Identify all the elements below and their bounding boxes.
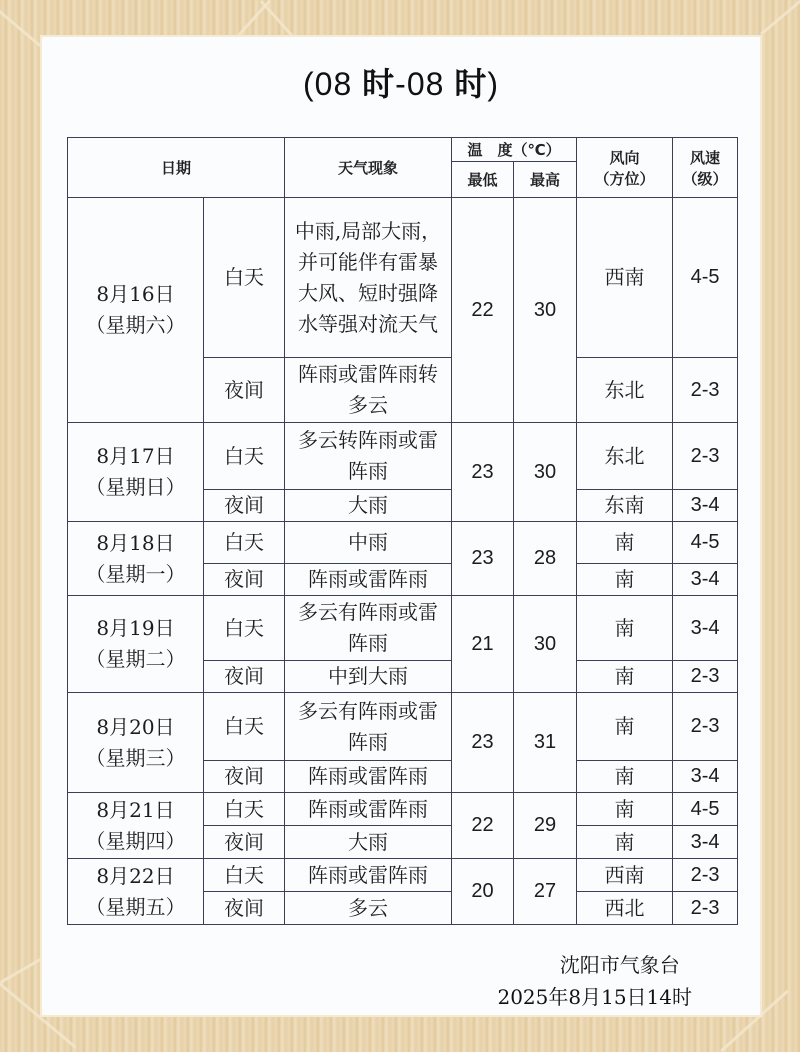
date-cell bbox=[68, 693, 204, 793]
wind-speed-cell: 3-4 bbox=[673, 761, 738, 793]
weather-cell: 中雨 bbox=[285, 522, 452, 564]
header-wind-speed bbox=[673, 138, 738, 198]
date-label: 8月21日 bbox=[96, 797, 175, 822]
min-temp-cell: 22 bbox=[452, 793, 514, 859]
weather-cell: 阵雨或雷阵雨 bbox=[285, 564, 452, 596]
period-cell: 白天 bbox=[204, 596, 285, 661]
date-cell bbox=[68, 859, 204, 925]
weekday-label: （星期日） bbox=[85, 475, 186, 499]
wind-speed-cell: 2-3 bbox=[673, 892, 738, 925]
issuer-name: 沈阳市气象台 bbox=[559, 953, 680, 977]
date-cell bbox=[68, 198, 204, 423]
forecast-document bbox=[42, 37, 760, 1015]
weather-cell: 阵雨或雷阵雨 bbox=[285, 761, 452, 793]
wind-direction-cell: 东北 bbox=[577, 423, 673, 490]
title-start-unit: 时 bbox=[362, 66, 396, 102]
header-wind-direction-line1: 风向 bbox=[609, 148, 640, 167]
header-wind-speed-line1: 风速 bbox=[690, 148, 721, 167]
period-cell: 白天 bbox=[204, 693, 285, 761]
wind-direction-cell: 西南 bbox=[577, 859, 673, 892]
weekday-label: （星期一） bbox=[85, 561, 186, 586]
max-temp-cell: 30 bbox=[514, 198, 577, 423]
wind-direction-cell: 南 bbox=[577, 661, 673, 693]
wind-speed-cell: 4-5 bbox=[673, 198, 738, 358]
wood-diagonal-line bbox=[260, 0, 296, 39]
period-cell: 白天 bbox=[204, 522, 285, 564]
period-cell: 夜间 bbox=[204, 892, 285, 925]
wind-direction-cell: 南 bbox=[577, 826, 673, 859]
period-cell: 夜间 bbox=[204, 564, 285, 596]
weather-cell: 多云转阵雨或雷阵雨 bbox=[285, 423, 452, 490]
issue-time: 2025年8月15日14时 bbox=[497, 985, 692, 1009]
date-label: 8月18日 bbox=[96, 530, 175, 555]
header-temperature: 温 度（℃） bbox=[452, 138, 577, 162]
weekday-label: （星期三） bbox=[85, 745, 186, 770]
weekday-label: （星期二） bbox=[85, 647, 186, 671]
wind-speed-cell: 4-5 bbox=[673, 522, 738, 564]
wind-speed-cell: 2-3 bbox=[673, 693, 738, 761]
header-wind-direction bbox=[577, 138, 673, 198]
weather-cell: 大雨 bbox=[285, 826, 452, 859]
forecast-period-title bbox=[42, 59, 760, 105]
weekday-label: （星期六） bbox=[85, 313, 186, 337]
min-temp-cell: 21 bbox=[452, 596, 514, 693]
wind-speed-cell: 2-3 bbox=[673, 358, 738, 423]
wind-direction-cell: 南 bbox=[577, 793, 673, 826]
wind-speed-cell: 3-4 bbox=[673, 826, 738, 859]
min-temp-cell: 23 bbox=[452, 522, 514, 596]
weather-cell: 阵雨或雷阵雨 bbox=[285, 859, 452, 892]
period-cell: 夜间 bbox=[204, 826, 285, 859]
weather-cell: 大雨 bbox=[285, 490, 452, 522]
max-temp-cell: 29 bbox=[514, 793, 577, 859]
table-row bbox=[68, 693, 738, 761]
date-cell bbox=[68, 423, 204, 522]
period-cell: 夜间 bbox=[204, 761, 285, 793]
weather-cell: 多云 bbox=[285, 892, 452, 925]
header-min-temp: 最低 bbox=[452, 162, 514, 198]
wind-speed-cell: 3-4 bbox=[673, 596, 738, 661]
period-cell: 白天 bbox=[204, 423, 285, 490]
title-start-hour: 08 bbox=[314, 66, 353, 102]
max-temp-cell: 31 bbox=[514, 693, 577, 793]
header-weather: 天气现象 bbox=[285, 138, 452, 198]
forecast-table bbox=[67, 137, 738, 925]
period-cell: 夜间 bbox=[204, 661, 285, 693]
wind-direction-cell: 南 bbox=[577, 693, 673, 761]
wind-direction-cell: 西北 bbox=[577, 892, 673, 925]
period-cell: 白天 bbox=[204, 859, 285, 892]
title-end-unit: 时 bbox=[454, 66, 488, 102]
max-temp-cell: 30 bbox=[514, 596, 577, 693]
date-label: 8月17日 bbox=[96, 444, 175, 468]
period-cell: 夜间 bbox=[204, 490, 285, 522]
wind-direction-cell: 西南 bbox=[577, 198, 673, 358]
weekday-label: （星期四） bbox=[85, 828, 186, 853]
weather-cell: 多云有阵雨或雷阵雨 bbox=[285, 693, 452, 761]
min-temp-cell: 23 bbox=[452, 423, 514, 522]
period-cell: 夜间 bbox=[204, 358, 285, 423]
issuer-signature bbox=[497, 949, 692, 1013]
table-row bbox=[68, 859, 738, 892]
wind-direction-cell: 东北 bbox=[577, 358, 673, 423]
weather-cell: 中雨,局部大雨，并可能伴有雷暴大风、短时强降水等强对流天气 bbox=[285, 198, 452, 358]
date-label: 8月20日 bbox=[96, 714, 175, 739]
wind-speed-cell: 2-3 bbox=[673, 423, 738, 490]
wood-diagonal-line bbox=[0, 10, 46, 51]
date-cell bbox=[68, 793, 204, 859]
wind-direction-cell: 南 bbox=[577, 564, 673, 596]
title-dash: - bbox=[395, 66, 407, 102]
wind-speed-cell: 3-4 bbox=[673, 490, 738, 522]
date-label: 8月22日 bbox=[96, 863, 175, 888]
weather-cell: 阵雨或雷阵雨 bbox=[285, 793, 452, 826]
max-temp-cell: 27 bbox=[514, 859, 577, 925]
table-row bbox=[68, 596, 738, 661]
wind-direction-cell: 南 bbox=[577, 596, 673, 661]
date-label: 8月19日 bbox=[96, 616, 175, 640]
wind-direction-cell: 南 bbox=[577, 522, 673, 564]
wind-direction-cell: 南 bbox=[577, 761, 673, 793]
min-temp-cell: 22 bbox=[452, 198, 514, 423]
min-temp-cell: 23 bbox=[452, 693, 514, 793]
wind-direction-cell: 东南 bbox=[577, 490, 673, 522]
period-cell: 白天 bbox=[204, 198, 285, 358]
title-paren-open: ( bbox=[303, 66, 315, 102]
max-temp-cell: 28 bbox=[514, 522, 577, 596]
wood-diagonal-line bbox=[760, 0, 800, 35]
weekday-label: （星期五） bbox=[85, 894, 186, 919]
table-row bbox=[68, 423, 738, 490]
max-temp-cell: 30 bbox=[514, 423, 577, 522]
title-paren-close: ) bbox=[487, 66, 499, 102]
weather-cell: 多云有阵雨或雷阵雨 bbox=[285, 596, 452, 661]
table-row bbox=[68, 793, 738, 826]
wind-speed-cell: 3-4 bbox=[673, 564, 738, 596]
date-cell bbox=[68, 596, 204, 693]
min-temp-cell: 20 bbox=[452, 859, 514, 925]
header-wind-direction-line2: （方位） bbox=[594, 169, 655, 188]
header-wind-speed-line2: （级） bbox=[682, 169, 728, 188]
wind-speed-cell: 4-5 bbox=[673, 793, 738, 826]
weather-cell: 阵雨或雷阵雨转多云 bbox=[285, 358, 452, 423]
wind-speed-cell: 2-3 bbox=[673, 859, 738, 892]
header-date: 日期 bbox=[68, 138, 285, 198]
wind-speed-cell: 2-3 bbox=[673, 661, 738, 693]
title-end-hour: 08 bbox=[406, 66, 445, 102]
table-row bbox=[68, 198, 738, 358]
header-max-temp: 最高 bbox=[514, 162, 577, 198]
weather-cell: 中到大雨 bbox=[285, 661, 452, 693]
date-cell bbox=[68, 522, 204, 596]
period-cell: 白天 bbox=[204, 793, 285, 826]
date-label: 8月16日 bbox=[96, 282, 175, 306]
table-row bbox=[68, 522, 738, 564]
